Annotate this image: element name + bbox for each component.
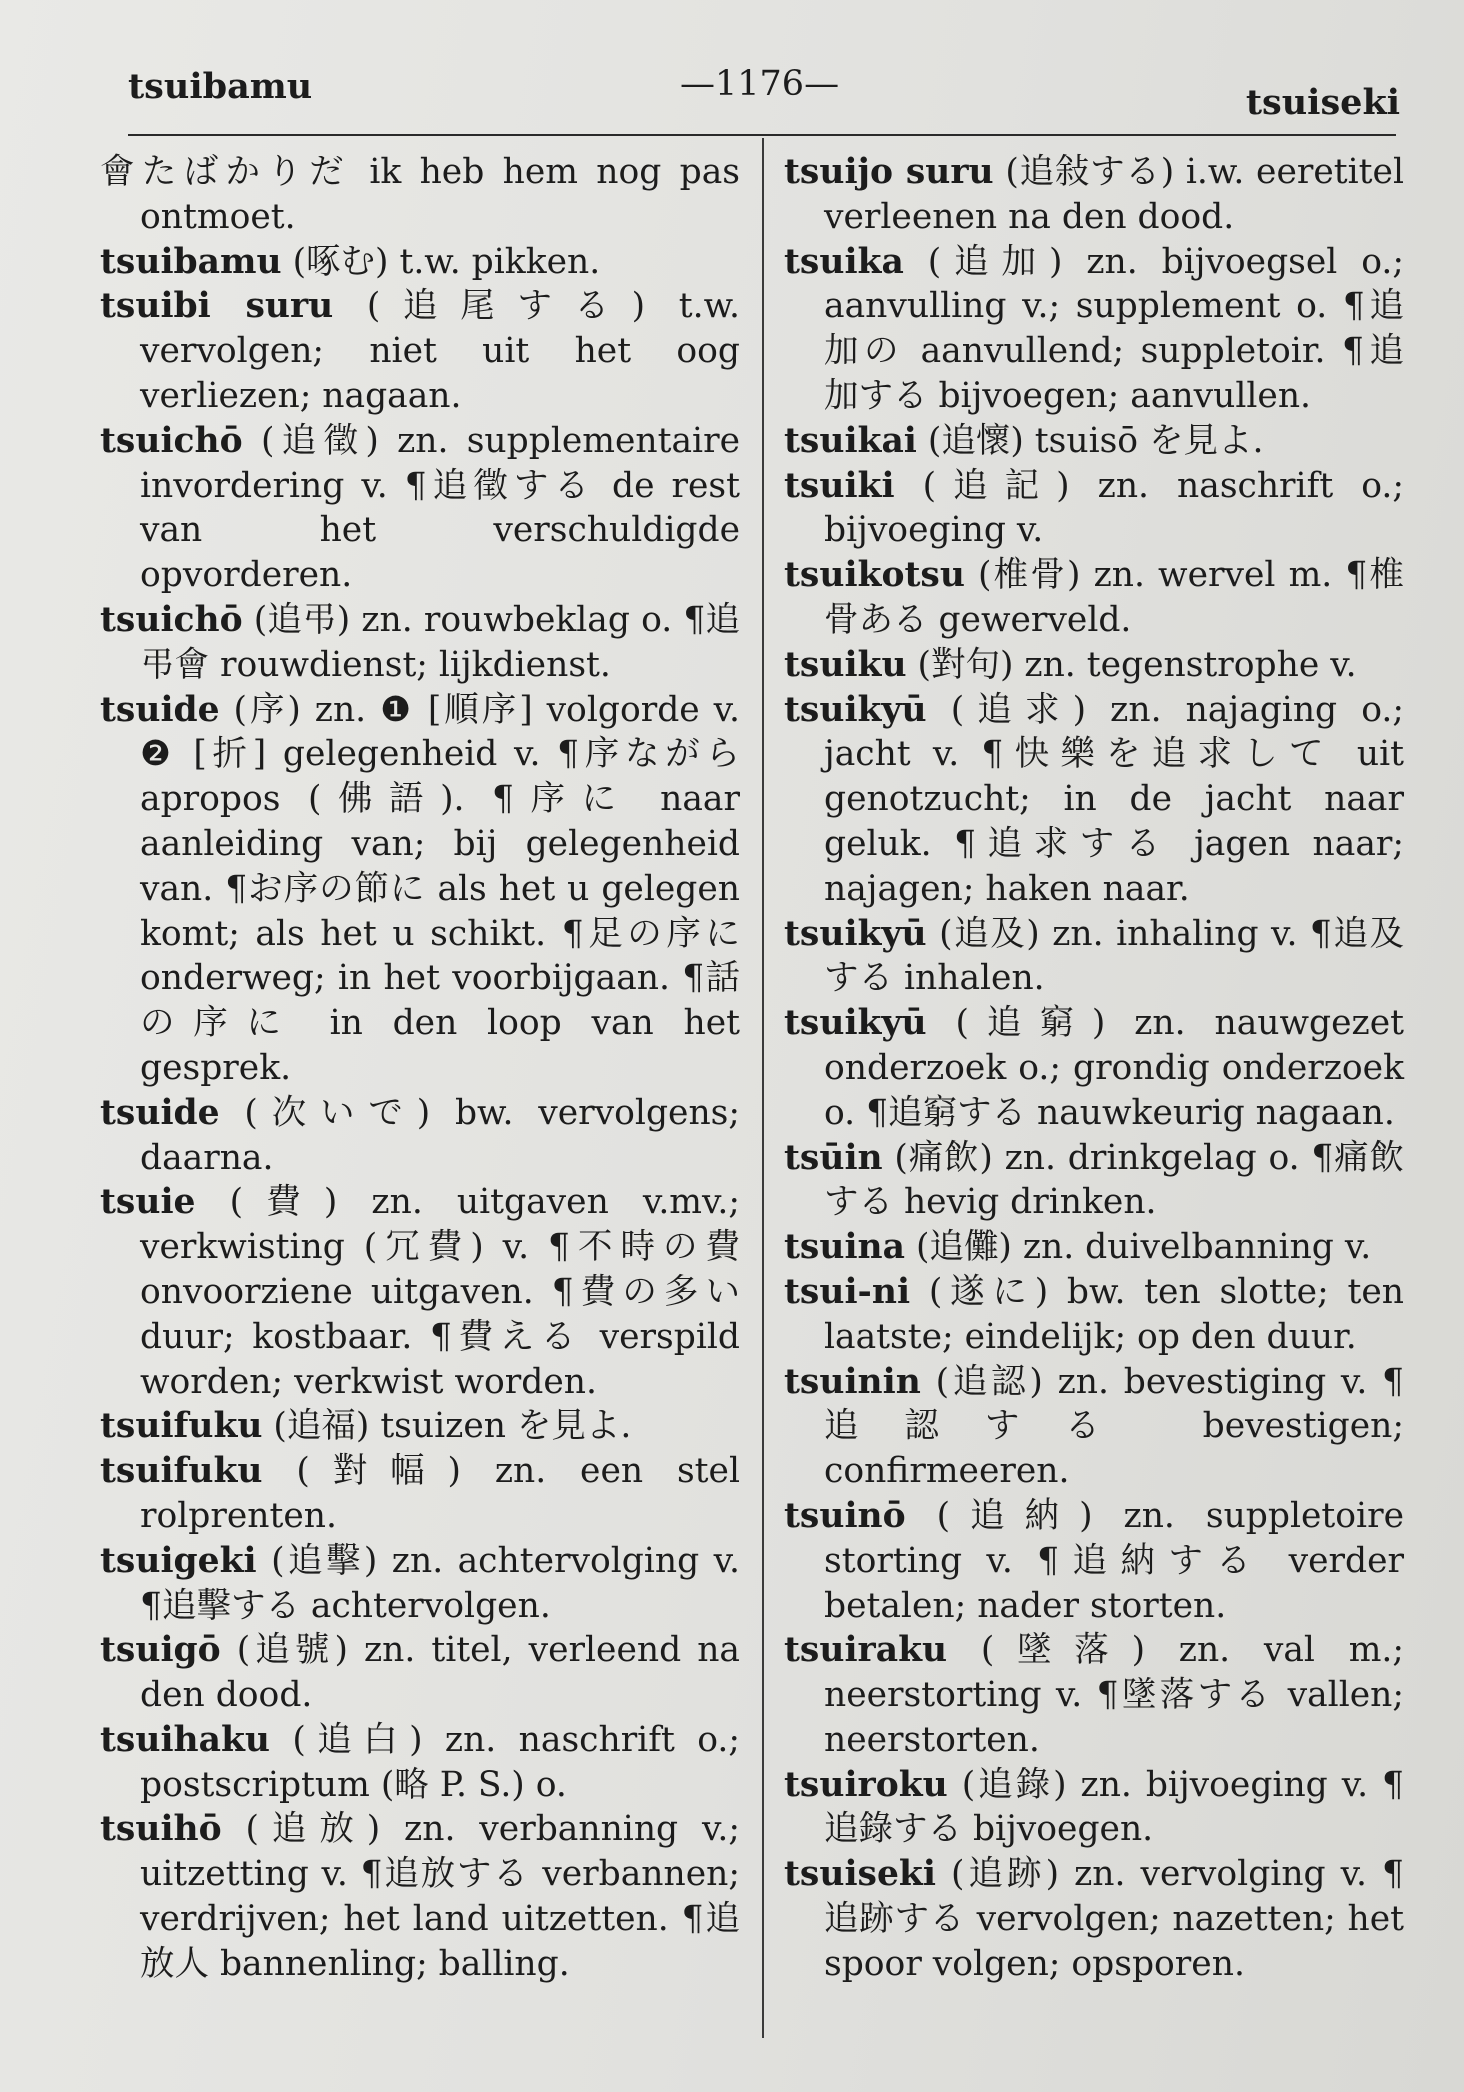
- dictionary-entry: tsuigō (追號) zn. titel, verleend na den dood.: [100, 1630, 740, 1716]
- dictionary-entry: tsuide (次いで) bw. vervolgens; daarna.: [100, 1092, 740, 1178]
- dictionary-entry: tsuide (序) zn. ❶ [順序] volgorde v. ❷ [折] gelegenheid v. ¶序ながら apropos (佛語). ¶序に naar aanleiding van; bij gelegenheid van. ¶お序の節に als het u gelegen komt; als het u schikt. ¶足の序に onderweg; in het voorbijgaan. ¶話の序に in den loop van het gesprek.: [100, 689, 740, 1088]
- entry-headword: tsuide: [100, 689, 220, 730]
- entry-headword: tsuina: [784, 1227, 905, 1268]
- entry-headword: tsuigeki: [100, 1540, 257, 1581]
- dictionary-entry: tsui-ni (遂に) bw. ten slotte; ten laatste; eindelijk; op den duur.: [784, 1271, 1404, 1357]
- entry-headword: tsuiku: [784, 644, 907, 685]
- dictionary-entry: tsuiseki (追跡) zn. vervolging v. ¶追跡する vervolgen; nazetten; het spoor volgen; opsporen.: [784, 1854, 1404, 1984]
- entry-headword: tsuiroku: [784, 1764, 948, 1805]
- entry-headword: tsuinin: [784, 1361, 921, 1402]
- entry-headword: tsuie: [100, 1182, 196, 1223]
- dictionary-entry: tsuibamu (啄む) t.w. pikken.: [100, 241, 601, 282]
- dictionary-entry: tsuikyū (追及) zn. inhaling v. ¶追及する inhalen.: [784, 913, 1404, 999]
- dictionary-entry: tsuihō (追放) zn. verbanning v.; uitzetting v. ¶追放する verbannen; verdrijven; het land uitzetten. ¶追放人 bannenling; balling.: [100, 1809, 740, 1984]
- entry-headword: tsuiraku: [784, 1630, 948, 1671]
- entry-headword: tsuihō: [100, 1809, 222, 1850]
- dictionary-entry: tsuikotsu (椎骨) zn. wervel m. ¶椎骨ある gewerveld.: [784, 555, 1404, 640]
- page-header: [120, 60, 1400, 130]
- dictionary-entry: tsuichō (追徵) zn. supplementaire invordering v. ¶追徵する de rest van het verschuldigde opvorderen.: [100, 420, 740, 596]
- dictionary-entry: tsuichō (追弔) zn. rouwbeklag o. ¶追弔會 rouwdienst; lijkdienst.: [100, 599, 740, 685]
- page-number: —1176—: [680, 64, 840, 104]
- entry-headword: tsuikotsu: [784, 555, 965, 596]
- column-divider: [762, 138, 764, 2038]
- header-right-guideword: tsuiseki: [1245, 82, 1400, 123]
- right-column: [784, 150, 1404, 1987]
- dictionary-entry: tsuifuku (追福) tsuizen を見よ.: [100, 1406, 632, 1447]
- dictionary-entry: tsuihaku (追白) zn. naschrift o.; postscriptum (略 P. S.) o.: [100, 1719, 740, 1805]
- entry-headword: tsuigō: [100, 1630, 221, 1671]
- entry-headword: tsuiki: [784, 465, 895, 506]
- entry-headword: tsuinō: [784, 1495, 906, 1536]
- dictionary-entry: tsuinin (追認) zn. bevestiging v. ¶追認する bevestigen; confirmeeren.: [784, 1361, 1404, 1492]
- entry-headword: tsuihaku: [100, 1719, 270, 1760]
- header-left-guideword: tsuibamu: [128, 66, 313, 107]
- dictionary-entry: tsuina (追儺) zn. duivelbanning v.: [784, 1227, 1372, 1268]
- entry-headword: tsuichō: [100, 420, 243, 461]
- dictionary-entry: tsuiraku (墜落) zn. val m.; neerstorting v. ¶墜落する vallen; neerstorten.: [784, 1630, 1404, 1760]
- entry-headword: tsuichō: [100, 599, 243, 640]
- entry-headword: tsūin: [784, 1137, 883, 1178]
- dictionary-entry: tsuikyū (追求) zn. najaging o.; jacht v. ¶快樂を追求して uit genotzucht; in de jacht naar geluk. ¶追求する jagen naar; najagen; haken naar.: [784, 689, 1404, 909]
- entry-headword: tsuikyū: [784, 913, 927, 954]
- entry-headword: tsuide: [100, 1092, 220, 1133]
- header-rule: [128, 134, 1396, 136]
- dictionary-entry: tsuijo suru (追敍する) i.w. eeretitel verleenen na den dood.: [784, 152, 1404, 237]
- entry-headword: tsuikyū: [784, 1003, 927, 1044]
- entry-headword: tsuifuku: [100, 1406, 263, 1447]
- left-column: [100, 150, 740, 1987]
- dictionary-entry: tsuinō (追納) zn. suppletoire storting v. ¶追納する verder betalen; nader storten.: [784, 1495, 1404, 1626]
- entry-headword: tsuibamu: [100, 241, 282, 282]
- dictionary-entry: tsuiki (追記) zn. naschrift o.; bijvoeging v.: [784, 465, 1404, 551]
- dictionary-entry: tsuie (費) zn. uitgaven v.mv.; verkwisting (冗費) v. ¶不時の費 onvoorziene uitgaven. ¶費の多い duur; kostbaar. ¶費える verspild worden; verkwist worden.: [100, 1182, 740, 1402]
- entry-headword: tsuikyū: [784, 689, 927, 730]
- dictionary-entry: tsuika (追加) zn. bijvoegsel o.; aanvulling v.; supplement o. ¶追加の aanvullend; suppletoir. ¶追加する bijvoegen; aanvullen.: [784, 241, 1404, 416]
- entry-headword: tsuifuku: [100, 1451, 263, 1492]
- entry-headword: tsuiseki: [784, 1854, 936, 1895]
- dictionary-entry: tsuigeki (追擊) zn. achtervolging v. ¶追擊する achtervolgen.: [100, 1540, 740, 1626]
- dictionary-entry: tsuibi suru (追尾する) t.w. vervolgen; niet uit het oog verliezen; nagaan.: [100, 286, 740, 416]
- entry-headword: tsuika: [784, 241, 904, 282]
- dictionary-entry: tsuifuku (對幅) zn. een stel rolprenten.: [100, 1451, 740, 1536]
- dictionary-entry: 會たばかりだ ik heb hem nog pas ontmoet.: [100, 152, 740, 237]
- entry-headword: tsuibi suru: [100, 286, 334, 327]
- dictionary-entry: tsuikai (追懷) tsuisō を見よ.: [784, 420, 1264, 461]
- entry-headword: tsuikai: [784, 420, 917, 461]
- entry-headword: tsui-ni: [784, 1271, 911, 1312]
- dictionary-entry: tsuiroku (追錄) zn. bijvoeging v. ¶追錄する bijvoegen.: [784, 1764, 1404, 1850]
- dictionary-entry: tsuikyū (追窮) zn. nauwgezet onderzoek o.; grondig onderzoek o. ¶追窮する nauwkeurig nagaan.: [784, 1003, 1404, 1133]
- dictionary-entry: tsūin (痛飲) zn. drinkgelag o. ¶痛飲する hevig drinken.: [784, 1137, 1404, 1223]
- entry-headword: tsuijo suru: [784, 152, 994, 192]
- dictionary-entry: tsuiku (對句) zn. tegenstrophe v.: [784, 644, 1357, 685]
